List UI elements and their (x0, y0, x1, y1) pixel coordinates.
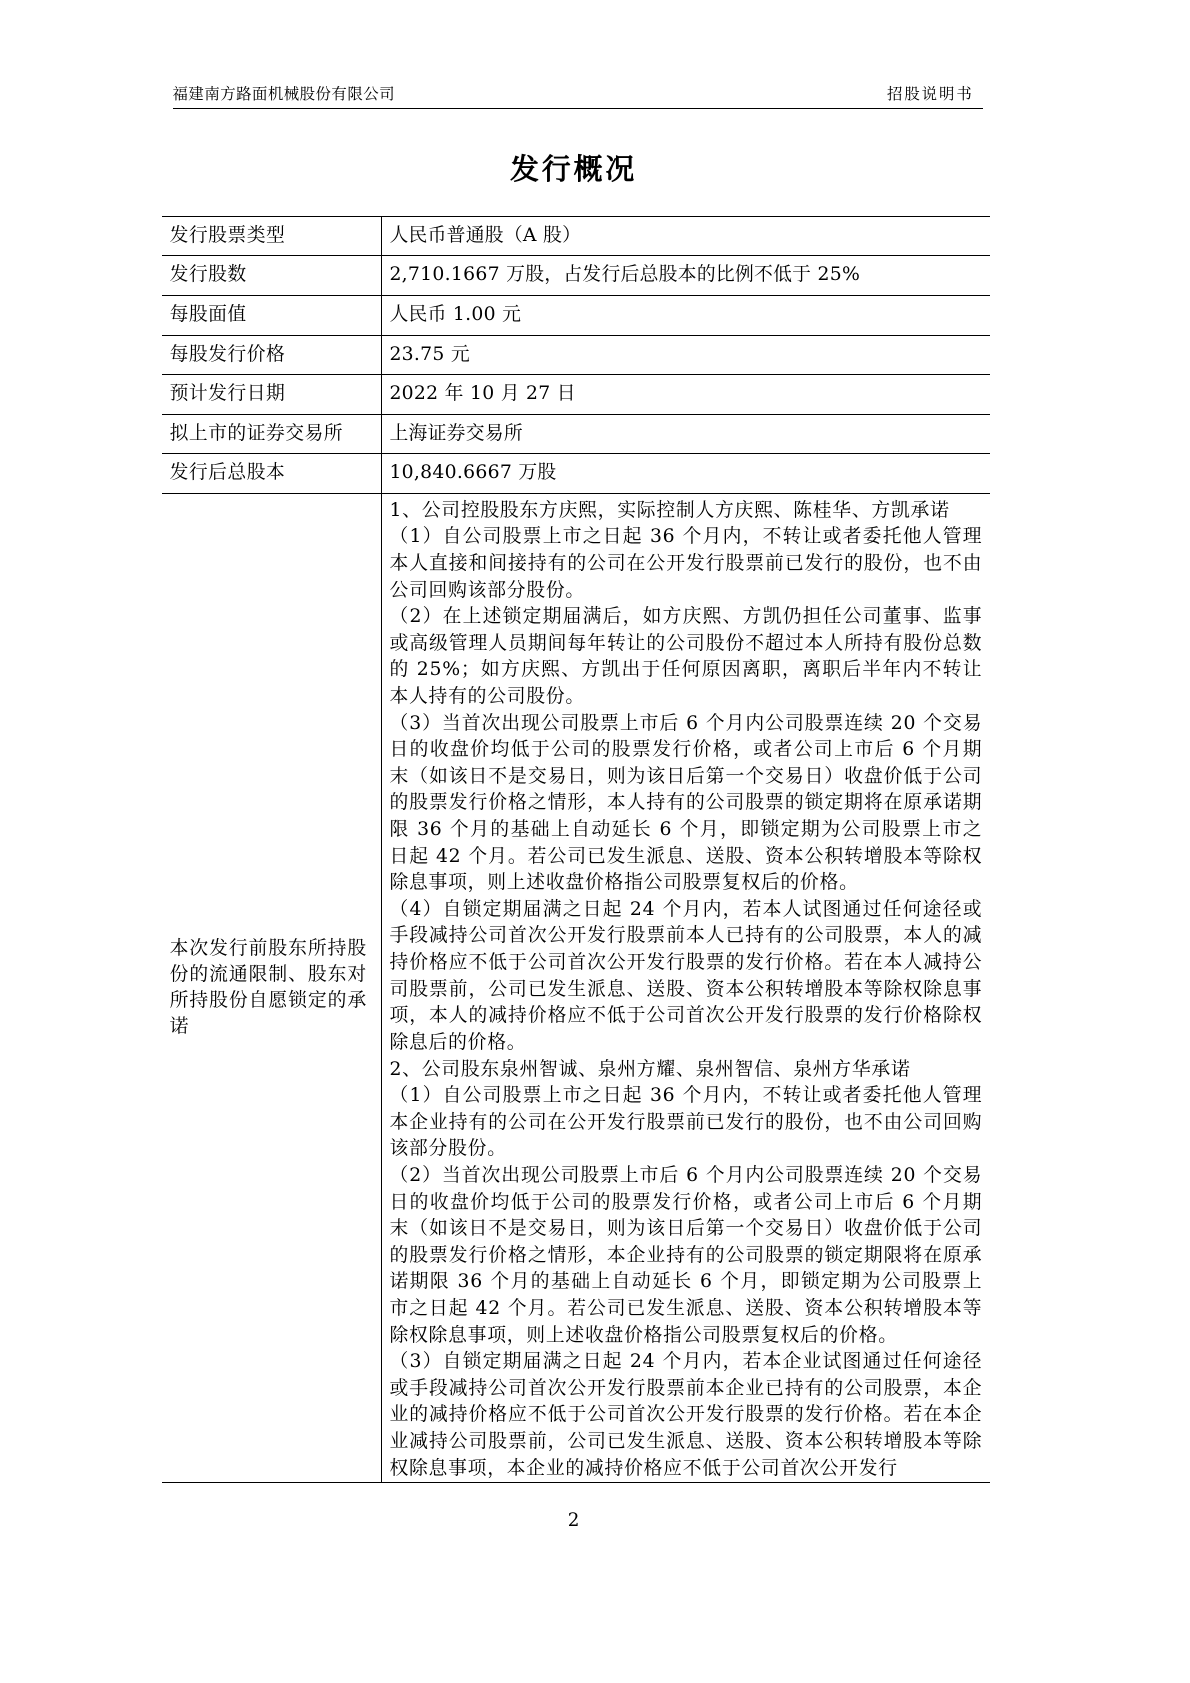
commitment-paragraph: （2）在上述锁定期届满后，如方庆熙、方凯仍担任公司董事、监事或高级管理人员期间每年转让的公司股份不超过本人所持有股份总数的 25%；如方庆熙、方凯出于任何原因离职，离职后半年内不转让本人持有的公司股份。 (389, 606, 983, 707)
row-value: 上海证券交易所 (381, 414, 990, 454)
commitment-text (381, 493, 990, 1482)
row-label: 发行股数 (162, 256, 381, 296)
row-value: 23.75 元 (381, 335, 990, 375)
commitment-paragraph: 2、公司股东泉州智诚、泉州方耀、泉州智信、泉州方华承诺 (389, 1058, 911, 1080)
table-row (162, 335, 990, 375)
commitment-paragraph: （3）自锁定期届满之日起 24 个月内，若本企业试图通过任何途径或手段减持公司首次公开发行股票前本企业已持有的公司股票，本企业的减持价格应不低于公司首次公开发行股票的发行价格。若在本企业减持公司股票前，公司已发生派息、送股、资本公积转增股本等除权除息事项，本企业的减持价格应不低于公司首次公开发行 (389, 1351, 983, 1479)
commitment-paragraph: （1）自公司股票上市之日起 36 个月内，不转让或者委托他人管理本人直接和间接持有的公司在公开发行股票前已发行的股份，也不由公司回购该部分股份。 (389, 526, 983, 601)
commitment-paragraph: 1、公司控股股东方庆熙，实际控制人方庆熙、陈桂华、方凯承诺 (389, 499, 950, 521)
table-row (162, 256, 990, 296)
table-row (162, 414, 990, 454)
row-value: 人民币 1.00 元 (381, 296, 990, 336)
header-company-name: 福建南方路面机械股份有限公司 (172, 84, 395, 103)
commitment-row (162, 493, 990, 1482)
table-row (162, 296, 990, 336)
row-value: 10,840.6667 万股 (381, 454, 990, 494)
commitment-paragraph: （3）当首次出现公司股票上市后 6 个月内公司股票连续 20 个交易日的收盘价均低于公司的股票发行价格，或者公司上市后 6 个月期末（如该日不是交易日，则为该日后第一个交易日）收盘价低于公司的股票发行价格之情形，本人持有的公司股票的锁定期将在原承诺期限 36 个月的基础上自动延长 6 个月，即锁定期为公司股票上市之日起 42 个月。若公司已发生派息、送股、资本公积转增股本等除权除息事项，则上述收盘价格指公司股票复权后的价格。 (389, 712, 983, 894)
header-document-type: 招股说明书 (886, 84, 974, 103)
row-label: 预计发行日期 (162, 375, 381, 415)
commitment-paragraph: （1）自公司股票上市之日起 36 个月内，不转让或者委托他人管理本企业持有的公司在公开发行股票前已发行的股份，也不由公司回购该部分股份。 (389, 1085, 983, 1160)
table-row (162, 375, 990, 415)
commitment-paragraph: （2）当首次出现公司股票上市后 6 个月内公司股票连续 20 个交易日的收盘价均低于公司的股票发行价格，或者公司上市后 6 个月期末（如该日不是交易日，则为该日后第一个交易日）收盘价低于公司的股票发行价格之情形，本企业持有的公司股票的锁定期限将在原承诺期限 36 个月的基础上自动延长 6 个月，即锁定期为公司股票上市之日起 42 个月。若公司已发生派息、送股、资本公积转增股本等除权除息事项，则上述收盘价格指公司股票复权后的价格。 (389, 1164, 983, 1346)
page-title: 发行概况 (509, 151, 638, 186)
commitment-paragraph: （4）自锁定期届满之日起 24 个月内，若本人试图通过任何途径或手段减持公司首次公开发行股票前本人已持有的公司股票，本人的减持价格应不低于公司首次公开发行股票的发行价格。若在本人减持公司股票前，公司已发生派息、送股、资本公积转增股本等除权除息事项，本人的减持价格应不低于公司首次公开发行股票的发行价格除权除息后的价格。 (389, 898, 983, 1053)
issuance-overview-table (162, 216, 990, 1483)
commitment-label: 本次发行前股东所持股份的流通限制、股东对所持股份自愿锁定的承诺 (162, 493, 381, 1482)
table-row (162, 216, 990, 256)
row-value: 2022 年 10 月 27 日 (381, 375, 990, 415)
row-label: 拟上市的证券交易所 (162, 414, 381, 454)
row-label: 发行股票类型 (162, 216, 381, 256)
page-header (173, 79, 984, 109)
row-value: 人民币普通股（A 股） (381, 216, 990, 256)
row-label: 每股发行价格 (162, 335, 381, 375)
row-label: 每股面值 (162, 296, 381, 336)
table-row (162, 454, 990, 494)
row-label: 发行后总股本 (162, 454, 381, 494)
row-value: 2,710.1667 万股，占发行后总股本的比例不低于 25% (381, 256, 990, 296)
page-number: 2 (567, 1509, 580, 1531)
